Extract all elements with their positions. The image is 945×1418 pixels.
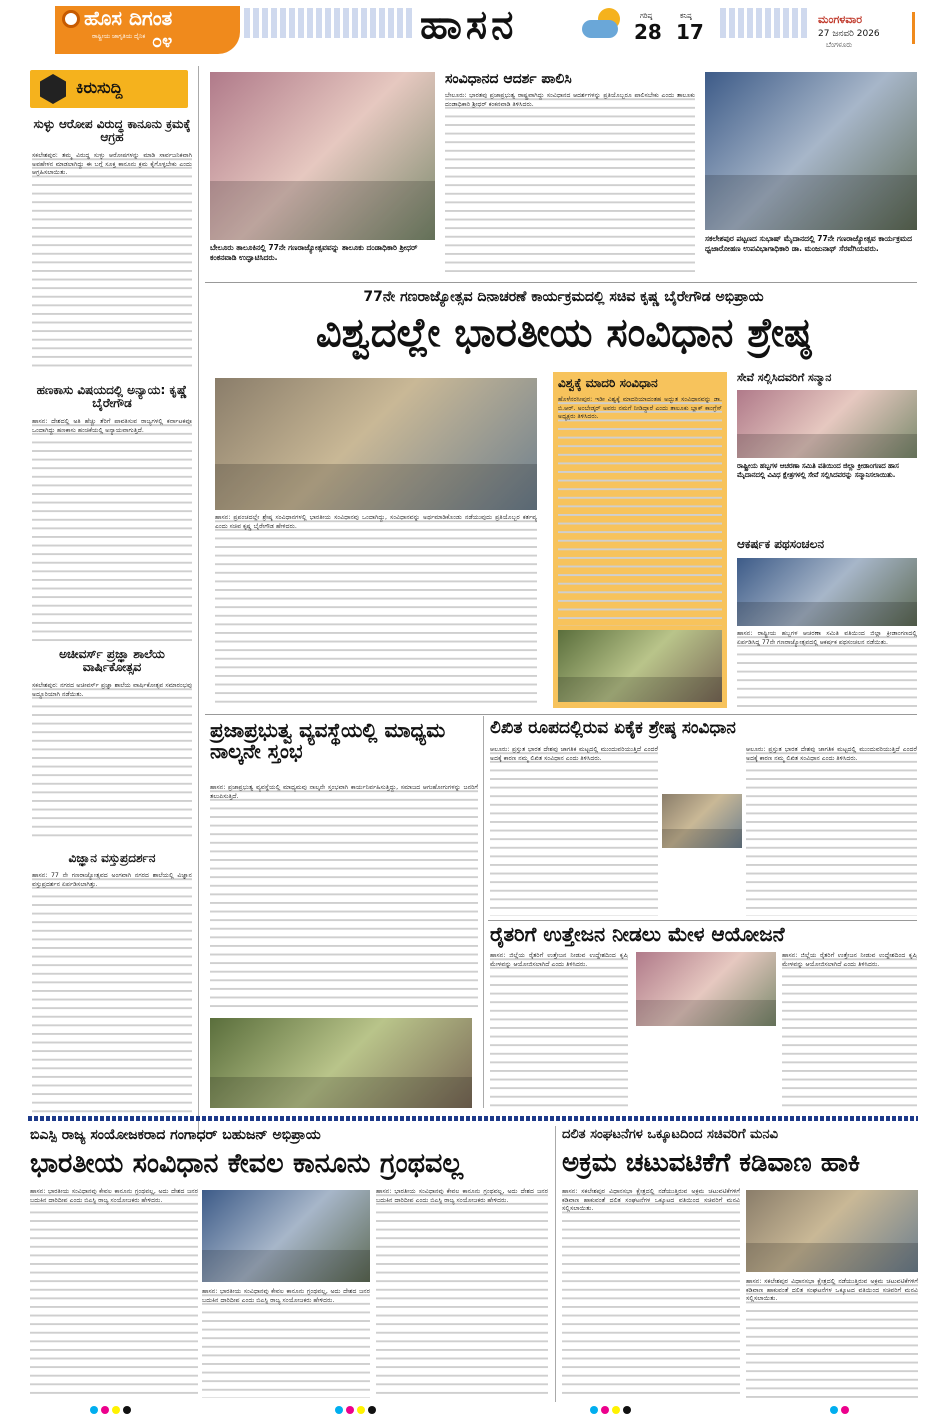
story-headline: ಸಂವಿಧಾನದ ಆದರ್ಶ ಪಾಲಿಸಿ — [445, 71, 572, 87]
honour-caption: ರಾಷ್ಟ್ರೀಯ ಹಬ್ಬಗಳ ಆಚರಣಾ ಸಮಿತಿ ವತಿಯಿಂದ ಜಿಲ್ಲಾ ಕ್ರೀಡಾಂಗಣದ ಹಾಸ ಮೈದಾನದಲ್ಲಿ ವಿವಿಧ ಕ್ಷೇತ್ರಗಳಲ್ಲಿ ಸೇವೆ ಸಲ್ಲಿಸಿದವರನ್ನು ಸನ್ಮಾನಿಸಲಾಯಿತು. — [737, 462, 899, 479]
written-body-right: ಆಲೂರು: ಪ್ರಸ್ತುತ ಭಾರತ ದೇಶವು ಜಾಗತಿಕ ಮಟ್ಟದಲ್ಲಿ ಮುಂದುವರಿಯುತ್ತಿದೆ ಎಂದರೆ ಅದಕ್ಕೆ ಕಾರಣ ನಮ್ಮ ಲಿಖಿತ ಸಂವಿಧಾನ ಎಂದು ತಿಳಿಸಿದರು. — [746, 746, 917, 916]
media-body: ಹಾಸನ: ಪ್ರಜಾಪ್ರಭುತ್ವ ವ್ಯವಸ್ಥೆಯಲ್ಲಿ ಮಾಧ್ಯಮವು ನಾಲ್ಕನೇ ಸ್ತಂಭವಾಗಿ ಕಾರ್ಯನಿರ್ವಹಿಸುತ್ತಿದ್ದು, ಸಮಾಜದ ಆಗುಹೋಗುಗಳನ್ನು ಜನರಿಗೆ ತಲುಪಿಸುತ್ತಿದೆ. — [210, 784, 478, 1012]
min-label: ಕನಿಷ್ಠ — [680, 12, 692, 20]
sakleshpur-photo — [705, 72, 917, 230]
parade-body: ಹಾಸನ: ರಾಷ್ಟ್ರೀಯ ಹಬ್ಬಗಳ ಆಚರಣಾ ಸಮಿತಿ ವತಿಯಿಂದ ಜಿಲ್ಲಾ ಕ್ರೀಡಾಂಗಣದಲ್ಲಿ ಏರ್ಪಡಿಸಿದ್ದ 77ನೇ ಗಣರಾಜ್ಯೋತ್ಸವದಲ್ಲಿ ಆಕರ್ಷಕ ಪಥಸಂಚಲನ ನಡೆಯಿತು. — [737, 630, 917, 710]
sidebar-body-4: ಹಾಸನ: 77 ನೇ ಗಣರಾಜ್ಯೋತ್ಸವದ ಅಂಗವಾಗಿ ನಗರದ ಶಾಲೆಯಲ್ಲಿ ವಿಜ್ಞಾನ ವಸ್ತುಪ್ರದರ್ಶನ ಏರ್ಪಡಿಸಲಾಗಿತ್ತು. — [32, 872, 192, 1127]
story-body: ಬೇಲೂರು: ಭಾರತವು ಪ್ರಜಾಪ್ರಭುತ್ವ ರಾಷ್ಟ್ರವಾಗಿದ್ದು ಸಂವಿಧಾನದ ಆದರ್ಶಗಳನ್ನು ಪ್ರತಿಯೊಬ್ಬರೂ ಪಾಲಿಸಬೇಕು ಎಂದು ತಾಲೂಕು ದಂಡಾಧಿಕಾರಿ ಶ್ರೀಧರ್ ಕಂಕನವಾಡಿ ತಿಳಿಸಿದರು. — [445, 92, 695, 272]
bottom-right-headline: ಅಕ್ರಮ ಚಟುವಟಿಕೆಗೆ ಕಡಿವಾಣ ಹಾಕಿ — [562, 1148, 861, 1178]
boxed-body: ಹೊಳೆನರಸೀಪುರ: ಇಡೀ ವಿಶ್ವಕ್ಕೆ ಮಾದರಿಯಾದಂತಹ ಅದ್ಭುತ ಸಂವಿಧಾನವನ್ನು ಡಾ. ಬಿ.ಆರ್. ಅಂಬೇಡ್ಕರ್ ಅವರು ನಮಗೆ ನೀಡಿದ್ದಾರೆ ಎಂದು ತಾಲೂಕು ಬ್ಲಾಕ್ ಕಾಂಗ್ರೆಸ್ ಅಧ್ಯಕ್ಷರು ತಿಳಿಸಿದರು. — [558, 396, 722, 626]
bottom-right-photo — [746, 1190, 918, 1272]
belur-caption: ಬೇಲೂರು ತಾಲೂಕಿನಲ್ಲಿ 77ನೇ ಗಣರಾಜ್ಯೋತ್ಸವವನ್ನು ತಾಲೂಕು ದಂಡಾಧಿಕಾರಿ ಶ್ರೀಧರ್ ಕಂಕನವಾಡಿ ಉದ್ಘಾಟಿಸಿದರು. — [210, 243, 418, 262]
boxed-headline: ವಿಶ್ವಕ್ಕೆ ಮಾದರಿ ಸಂವಿಧಾನ — [558, 376, 658, 390]
lead-top-rule — [205, 282, 917, 283]
honour-headline: ಸೇವೆ ಸಲ್ಲಿಸಿದವರಿಗೆ ಸನ್ಮಾನ — [737, 371, 832, 384]
masthead-stripe — [244, 8, 414, 38]
tagline: ರಾಷ್ಟ್ರೀಯ ಜಾಗೃತಿಯ ದೈನಿಕ — [92, 33, 146, 40]
sidebar-body-3: ಸಕಲೇಶಪುರ: ನಗರದ ಅಚೀವರ್ಸ್ ಪ್ರಜ್ಞಾ ಶಾಲೆಯ ವಾರ್ಷಿಕೋತ್ಸವ ಸಮಾರಂಭವು ಅದ್ದೂರಿಯಾಗಿ ನಡೆಯಿತು. — [32, 682, 192, 842]
date-stripe — [720, 8, 810, 38]
mid-divider — [483, 716, 484, 1108]
sakleshpur-caption: ಸಕಲೇಶಪುರ ಪಟ್ಟಣದ ಸುಭಾಷ್ ಮೈದಾನದಲ್ಲಿ 77ನೇ ಗಣರಾಜ್ಯೋತ್ಸವ ಕಾರ್ಯಕ್ರಮದ ಧ್ವಜಾರೋಹಣ ಉಪವಿಭಾಗಾಧಿಕಾರಿ ಡಾ. ಮಂಜುನಾಥ್ ಸೆರವೆಗಿಯವರು. — [705, 234, 912, 253]
bottom-left-body-right: ಹಾಸನ: ಭಾರತೀಯ ಸಂವಿಧಾನವು ಕೇವಲ ಕಾನೂನು ಗ್ರಂಥವಲ್ಲ, ಅದು ದೇಶದ ಜನರ ಬದುಕಿನ ದಾರಿದೀಪ ಎಂದು ಬಿಎಸ್ಪಿ ರಾಜ್ಯ ಸಂಯೋಜಕರು ಹೇಳಿದರು. — [376, 1188, 548, 1398]
sidebar-title: ಕಿರುಸುದ್ದಿ — [76, 78, 123, 97]
sidebar-divider — [198, 66, 199, 1136]
farmers-photo — [636, 952, 776, 1026]
sidebar-headline-1: ಸುಳ್ಳು ಆರೋಪ ವಿರುದ್ಧ ಕಾನೂನು ಕ್ರಮಕ್ಕೆ ಆಗ್ರಹ — [33, 117, 191, 144]
mid-rule — [205, 714, 917, 715]
farmers-headline: ರೈತರಿಗೆ ಉತ್ತೇಜನ ನೀಡಲು ಮೇಳ ಆಯೋಜನೆ — [490, 922, 785, 946]
farmers-body-right: ಹಾಸನ: ಜಿಲ್ಲೆಯ ರೈತರಿಗೆ ಉತ್ತೇಜನ ನೀಡುವ ಉದ್ದೇಶದಿಂದ ಕೃಷಿ ಮೇಳವನ್ನು ಆಯೋಜಿಸಲಾಗಿದೆ ಎಂದು ತಿಳಿಸಿದರು. — [782, 952, 917, 1108]
bottom-left-photo — [202, 1190, 370, 1282]
lead-photo — [215, 378, 537, 510]
bottom-left-kicker: ಬಿಎಸ್ಪಿ ರಾಜ್ಯ ಸಂಯೋಜಕರಾದ ಗಂಗಾಧರ್ ಬಹುಜನ್ ಅಭಿಪ್ರಾಯ — [30, 1127, 321, 1143]
written-body: ಆಲೂರು: ಪ್ರಸ್ತುತ ಭಾರತ ದೇಶವು ಜಾಗತಿಕ ಮಟ್ಟದಲ್ಲಿ ಮುಂದುವರಿಯುತ್ತಿದೆ ಎಂದರೆ ಅದಕ್ಕೆ ಕಾರಣ ನಮ್ಮ ಲಿಖಿತ ಸಂವಿಧಾನ ಎಂದು ತಿಳಿಸಿದರು. — [490, 746, 658, 916]
masthead-edge — [912, 12, 915, 44]
bottom-left-body: ಹಾಸನ: ಭಾರತೀಯ ಸಂವಿಧಾನವು ಕೇವಲ ಕಾನೂನು ಗ್ರಂಥವಲ್ಲ, ಅದು ದೇಶದ ಜನರ ಬದುಕಿನ ದಾರಿದೀಪ ಎಂದು ಬಿಎಸ್ಪಿ ರಾಜ್ಯ ಸಂಯೋಜಕರು ಹೇಳಿದರು. — [30, 1188, 198, 1398]
max-temp: 28 — [634, 20, 662, 44]
media-headline: ಪ್ರಜಾಪ್ರಭುತ್ವ ವ್ಯವಸ್ಥೆಯಲ್ಲಿ ಮಾಧ್ಯಮ ನಾಲ್ಕನೇ ಸ್ತಂಭ — [210, 718, 446, 763]
media-photo — [210, 1018, 472, 1108]
sidebar-headline-3: ಅಚೀವರ್ಸ್ ಪ್ರಜ್ಞಾ ಶಾಲೆಯ ವಾರ್ಷಿಕೋತ್ಸವ — [59, 647, 165, 674]
day-label: ಮಂಗಳವಾರ — [818, 13, 863, 26]
min-temp: 17 — [676, 20, 704, 44]
parade-photo — [737, 558, 917, 626]
boxed-photo — [558, 630, 722, 702]
max-label: ಗರಿಷ್ಠ — [640, 12, 653, 20]
bottom-left-body-mid: ಹಾಸನ: ಭಾರತೀಯ ಸಂವಿಧಾನವು ಕೇವಲ ಕಾನೂನು ಗ್ರಂಥವಲ್ಲ, ಅದು ದೇಶದ ಜನರ ಬದುಕಿನ ದಾರಿದೀಪ ಎಂದು ಬಿಎಸ್ಪಿ ರಾಜ್ಯ ಸಂಯೋಜಕರು ಹೇಳಿದರು. — [202, 1288, 370, 1398]
sidebar-body-2: ಹಾಸನ: ದೇಶದಲ್ಲಿ ಅತಿ ಹೆಚ್ಚು ತೆರಿಗೆ ಪಾವತಿಸುವ ರಾಜ್ಯಗಳಲ್ಲಿ ಕರ್ನಾಟಕವೂ ಒಂದಾಗಿದ್ದು ಹಣಕಾಸು ಹಂಚಿಕೆಯಲ್ಲಿ ಅನ್ಯಾಯವಾಗುತ್ತಿದೆ. — [32, 418, 192, 643]
belur-photo — [210, 72, 435, 240]
sidebar-headline-4: ವಿಜ್ಞಾನ ವಸ್ತುಪ್ರದರ್ಶನ — [68, 851, 156, 865]
bottom-divider — [555, 1126, 556, 1402]
farmers-rule — [488, 920, 917, 921]
parade-headline: ಆಕರ್ಷಕ ಪಥಸಂಚಲನ — [737, 537, 825, 551]
lead-body: ಹಾಸನ: ಪ್ರಪಂಚದಲ್ಲೇ ಶ್ರೇಷ್ಠ ಸಂವಿಧಾನಗಳಲ್ಲಿ ಭಾರತೀಯ ಸಂವಿಧಾನವು ಒಂದಾಗಿದ್ದು, ಸಂವಿಧಾನವನ್ನು ಅರ್ಥಮಾಡಿಕೊಂಡು ನಡೆಯುವುದು ಪ್ರತಿಯೊಬ್ಬರ ಕರ್ತವ್ಯ ಎಂದು ಸಚಿವ ಕೃಷ್ಣ ಬೈರೇಗೌಡ ಹೇಳಿದರು. — [215, 514, 537, 709]
written-photo — [662, 794, 742, 848]
bottom-right-body-right: ಹಾಸನ: ಸಕಲೇಶಪುರ ವಿಧಾನಸಭಾ ಕ್ಷೇತ್ರದಲ್ಲಿ ನಡೆಯುತ್ತಿರುವ ಅಕ್ರಮ ಚಟುವಟಿಕೆಗಳಿಗೆ ಕಡಿವಾಣ ಹಾಕುವಂತೆ ದಲಿತ ಸಂಘಟನೆಗಳ ಒಕ್ಕೂಟದ ವತಿಯಿಂದ ಸಚಿವರಿಗೆ ಮನವಿ ಸಲ್ಲಿಸಲಾಯಿತು. — [746, 1278, 918, 1398]
edition-label: ಬೆಂಗಳೂರು — [826, 41, 853, 49]
city-title: ಹಾಸನ — [420, 2, 518, 48]
sidebar-headline-2: ಹಣಕಾಸು ವಿಷಯದಲ್ಲಿ ಅನ್ಯಾಯ: ಕೃಷ್ಣೆ ಬೈರೇಗೌಡ — [36, 383, 188, 410]
bottom-right-kicker: ದಲಿತ ಸಂಘಟನೆಗಳ ಒಕ್ಕೂಟದಿಂದ ಸಚಿವರಿಗೆ ಮನವಿ — [562, 1127, 778, 1142]
farmers-body: ಹಾಸನ: ಜಿಲ್ಲೆಯ ರೈತರಿಗೆ ಉತ್ತೇಜನ ನೀಡುವ ಉದ್ದೇಶದಿಂದ ಕೃಷಿ ಮೇಳವನ್ನು ಆಯೋಜಿಸಲಾಗಿದೆ ಎಂದು ತಿಳಿಸಿದರು. — [490, 952, 628, 1108]
paper-name: ಹೊಸ ದಿಗಂತ — [84, 6, 173, 30]
written-headline: ಲಿಖಿತ ರೂಪದಲ್ಲಿರುವ ಏಕೈಕ ಶ್ರೇಷ್ಠ ಸಂವಿಧಾನ — [490, 718, 736, 738]
section-bar — [28, 1116, 918, 1121]
bottom-right-body: ಹಾಸನ: ಸಕಲೇಶಪುರ ವಿಧಾನಸಭಾ ಕ್ಷೇತ್ರದಲ್ಲಿ ನಡೆಯುತ್ತಿರುವ ಅಕ್ರಮ ಚಟುವಟಿಕೆಗಳಿಗೆ ಕಡಿವಾಣ ಹಾಕುವಂತೆ ದಲಿತ ಸಂಘಟನೆಗಳ ಒಕ್ಕೂಟದ ವತಿಯಿಂದ ಸಚಿವರಿಗೆ ಮನವಿ ಸಲ್ಲಿಸಲಾಯಿತು. — [562, 1188, 740, 1398]
sidebar-body-1: ಸಕಲೇಶಪುರ: ತಮ್ಮ ವಿರುದ್ಧ ಸುಳ್ಳು ಆರೋಪಗಳನ್ನು ಮಾಡಿ ಸಾರ್ವಜನಿಕವಾಗಿ ಅವಹೇಳನ ಮಾಡಲಾಗಿದ್ದು ಈ ಬಗ್ಗೆ ಸೂಕ್ತ ಕಾನೂನು ಕ್ರಮ ಕೈಗೊಳ್ಳಬೇಕು ಎಂದು ಆಗ್ರಹಿಸಲಾಯಿತು. — [32, 152, 192, 367]
honour-photo — [737, 390, 917, 458]
page-number: ೦೪ — [152, 31, 173, 52]
date-label: 27 ಜನವರಿ 2026 — [818, 29, 880, 39]
masthead — [0, 0, 945, 58]
logo-icon — [62, 10, 80, 28]
weather-icon — [580, 8, 624, 44]
bottom-left-headline: ಭಾರತೀಯ ಸಂವಿಧಾನ ಕೇವಲ ಕಾನೂನು ಗ್ರಂಥವಲ್ಲ — [30, 1148, 464, 1179]
lead-headline: ವಿಶ್ವದಲ್ಲೇ ಭಾರತೀಯ ಸಂವಿಧಾನ ಶ್ರೇಷ್ಠ — [315, 310, 812, 356]
print-marks — [90, 1406, 850, 1416]
lead-kicker: 77ನೇ ಗಣರಾಜ್ಯೋತ್ಸವ ದಿನಾಚರಣೆ ಕಾರ್ಯಕ್ರಮದಲ್ಲಿ ಸಚಿವ ಕೃಷ್ಣ ಬೈರೇಗೌಡ ಅಭಿಪ್ರಾಯ — [363, 289, 764, 305]
